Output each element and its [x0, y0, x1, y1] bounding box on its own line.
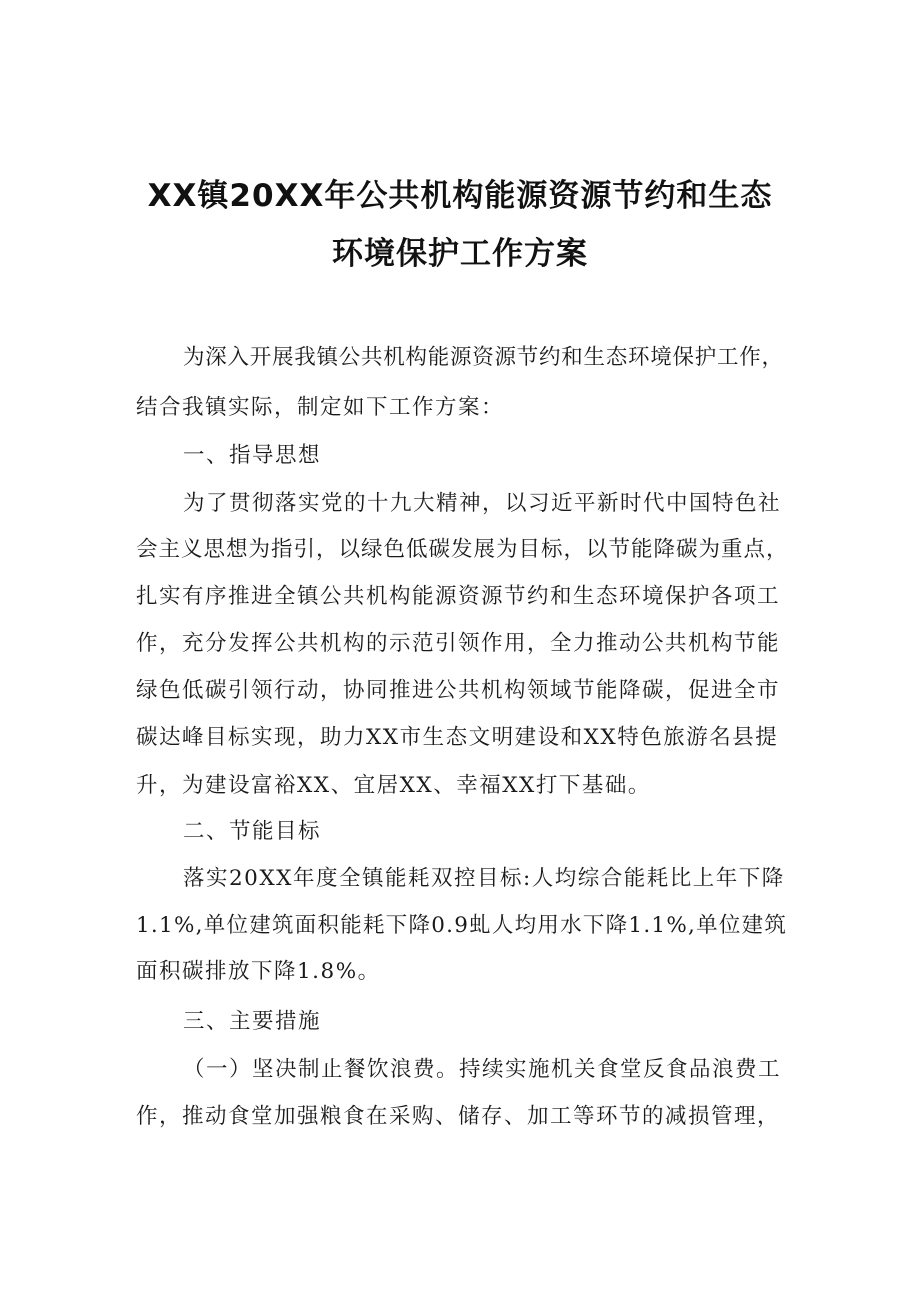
section-heading-3: 三、主要措施	[183, 1009, 322, 1034]
body-line-intro-2: 结合我镇实际，制定如下工作方案：	[136, 395, 505, 420]
body-line-guiding-5: 绿色低碳引领行动，协同推进公共机构领域节能降碳，促进全市	[136, 678, 781, 703]
body-line-guiding-2: 会主义思想为指引，以绿色低碳发展为目标，以节能降碳为重点，	[136, 537, 789, 562]
body-line-guiding-4: 作，充分发挥公共机构的示范引领作用，全力推动公共机构节能	[136, 631, 781, 656]
body-line-measures-1: （一）坚决制止餐饮浪费。持续实施机关食堂反食品浪费工	[183, 1057, 782, 1082]
body-line-target-3: 面积碳排放下降1.8%。	[136, 959, 381, 984]
body-line-guiding-1: 为了贯彻落实党的十九大精神，以习近平新时代中国特色社	[183, 491, 782, 516]
body-line-measures-2: 作，推动食堂加强粮食在采购、储存、加工等环节的减损管理，	[136, 1104, 781, 1129]
body-line-intro-1: 为深入开展我镇公共机构能源资源节约和生态环境保护工作，	[183, 345, 784, 370]
body-line-target-1: 落实20XX年度全镇能耗双控目标:人均综合能耗比上年下降	[183, 866, 785, 891]
section-heading-2: 二、节能目标	[183, 819, 322, 844]
document-title-line-1: XX镇20XX年公共机构能源资源节约和生态	[147, 178, 773, 214]
body-line-guiding-3: 扎实有序推进全镇公共机构能源资源节约和生态环境保护各项工	[136, 584, 781, 609]
body-line-guiding-7: 升，为建设富裕XX、宜居XX、幸福XX打下基础。	[136, 773, 651, 798]
document-title-line-2: 环境保护工作方案	[332, 236, 588, 272]
body-line-target-2: 1.1%,单位建筑面积能耗下降0.9虬人均用水下降1.1%,单位建筑	[136, 913, 788, 938]
section-heading-1: 一、指导思想	[183, 443, 322, 468]
body-line-guiding-6: 碳达峰目标实现，助力XX市生态文明建设和XX特色旅游名县提	[136, 725, 779, 750]
